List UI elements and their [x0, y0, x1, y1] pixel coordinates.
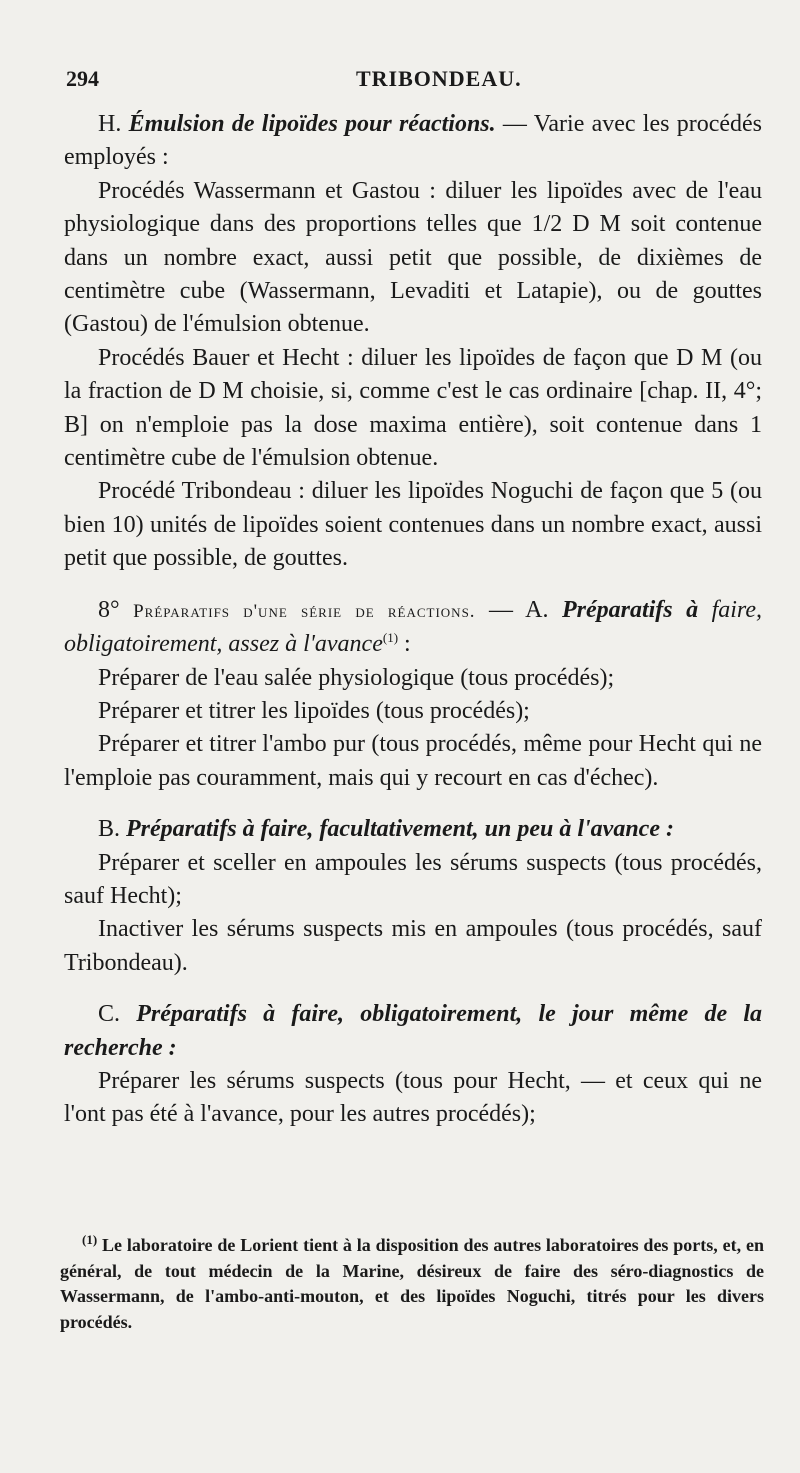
- page-number: 294: [66, 66, 99, 91]
- list-c-item: Préparer les sérums suspects (tous pour Hecht, — et ceux qui ne l'ont pas été à l'avance, pour les autres procédés);: [64, 1067, 762, 1128]
- list-a-item: Préparer de l'eau salée physiologique (tous procédés);: [98, 664, 615, 691]
- list-a-item: Préparer et titrer l'ambo pur (tous procédés, même pour Hecht qui ne l'emploie pas couramment, mais qui y recourt en cas d'échec).: [64, 731, 762, 791]
- section-8-lead: 8°: [98, 596, 120, 623]
- section-h-heading: [64, 108, 762, 175]
- section-8-heading: [64, 594, 762, 662]
- list-b-item: Préparer et sceller en ampoules les sérums suspects (tous procédés, sauf Hecht);: [64, 849, 762, 909]
- section-8-smallcaps: Préparatifs d'une série de réactions.: [133, 600, 476, 622]
- footnote-reference: (1): [382, 630, 399, 646]
- running-header: [66, 66, 760, 96]
- paragraph-wassermann: Procédés Wassermann et Gastou : diluer les lipoïdes avec de l'eau physiologique dans des proportions telles que 1/2 D M soit contenue dans un nombre exact, aussi petit que possible, de dixièmes de centimètre cube (Wassermann, Levaditi et Latapie), ou de gouttes (Gastou) de l'émulsion obtenue.: [64, 177, 762, 338]
- running-title: TRIBONDEAU.: [356, 66, 522, 91]
- paragraph-bauer-hecht: Procédés Bauer et Hecht : diluer les lipoïdes de façon que D M (ou la fraction de D M choisie, si, comme c'est le cas ordinaire [chap. II, 4°; B] on n'emploie pas la dose maxima entière), soit contenue dans 1 centimètre cube de l'émulsion obtenue.: [64, 344, 762, 472]
- section-h-rest: — Varie avec les procédés employés :: [64, 111, 762, 171]
- section-h-lead: H.: [98, 111, 122, 137]
- section-8-dash: — A.: [475, 596, 562, 623]
- list-a-item: Préparer et titrer les lipoïdes (tous procédés);: [98, 697, 530, 724]
- footnote-mark: (1): [82, 1232, 98, 1247]
- footnote-text: Le laboratoire de Lorient tient à la disposition des autres laboratoires des ports, et, en général, de tout médecin de la Marine, désireux de faire des séro-diagnostics de Wassermann, de l'ambo-anti-mouton, et des lipoïdes Noguchi, titrés pour les divers procédés.: [60, 1235, 764, 1332]
- paragraph-tribondeau: Procédé Tribondeau : diluer les lipoïdes Noguchi de façon que 5 (ou bien 10) unités de lipoïdes soient contenues dans un nombre exact, aussi petit que possible, de gouttes.: [64, 478, 762, 572]
- section-c-title: Préparatifs à faire, obligatoirement, le jour même de la recherche :: [64, 1001, 763, 1061]
- section-b-heading: [64, 813, 762, 846]
- section-8-bold-italic: Préparatifs à: [561, 596, 699, 623]
- section-b-lead: B.: [98, 816, 121, 843]
- footnote-paragraph: [60, 1233, 764, 1335]
- section-c-heading: [64, 998, 762, 1065]
- section-b-title: Préparatifs à faire, facultativement, un peu à l'avance :: [126, 816, 674, 843]
- section-c-lead: C.: [98, 1001, 121, 1028]
- section-h-title: Émulsion de lipoïdes pour réactions.: [128, 111, 496, 137]
- list-b-item: Inactiver les sérums suspects mis en ampoules (tous procédés, sauf Tribondeau).: [64, 916, 762, 976]
- page-body: [64, 108, 762, 1132]
- footnote: [60, 1233, 764, 1335]
- section-8-italic: faire, obligatoirement, assez à l'avance: [64, 596, 762, 658]
- section-8-colon: :: [398, 631, 411, 658]
